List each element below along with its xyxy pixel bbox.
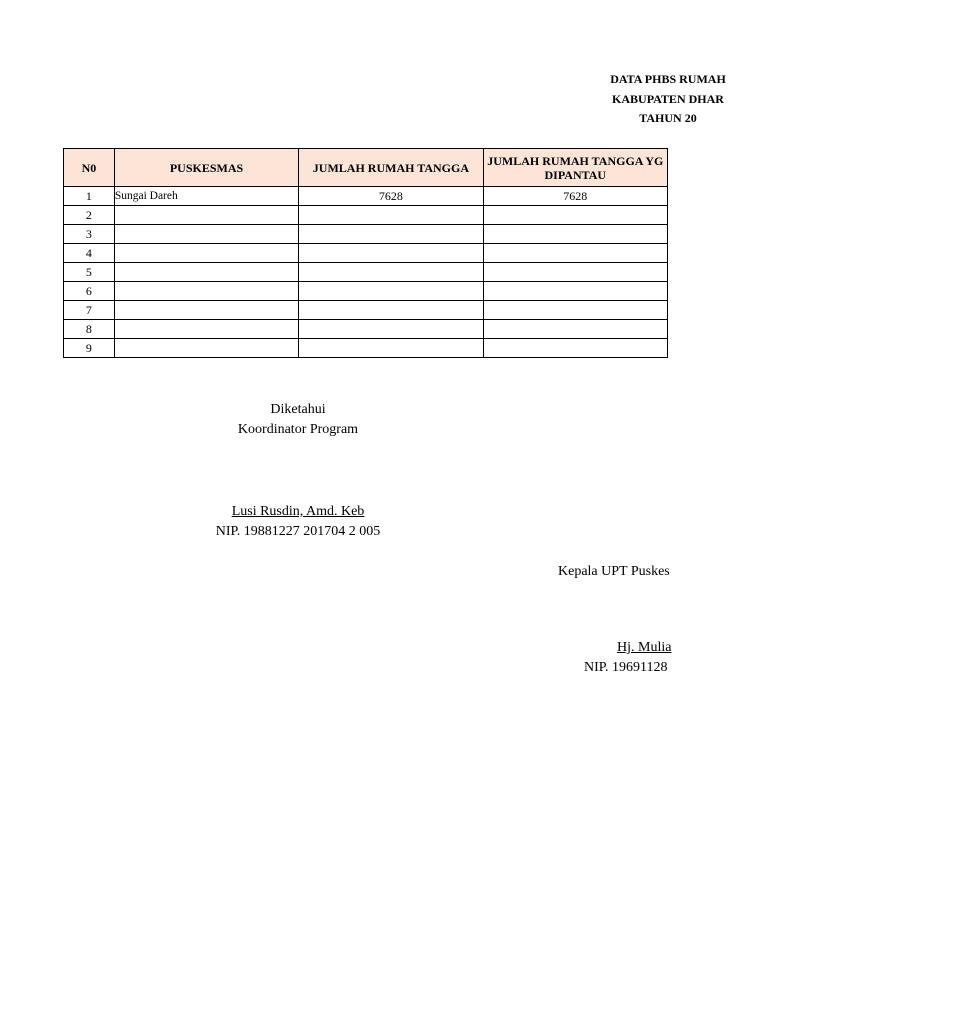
cell-no: 4 [64,244,115,263]
table-row [64,187,668,206]
signature-head-nip: NIP. 19691128 [584,660,668,675]
cell-dipantau [483,206,667,225]
table-body [64,187,668,358]
cell-jumlah [299,320,483,339]
cell-jumlah [299,244,483,263]
cell-puskesmas [114,301,298,320]
table-row [64,244,668,263]
cell-dipantau [483,263,667,282]
column-header-jumlah-rumah-tangga: JUMLAH RUMAH TANGGA [299,149,483,187]
cell-dipantau [483,320,667,339]
cell-jumlah [299,282,483,301]
cell-jumlah [299,301,483,320]
cell-no: 1 [64,187,115,206]
cell-no: 8 [64,320,115,339]
cell-puskesmas [114,320,298,339]
column-header-no: N0 [64,149,115,187]
table-row [64,339,668,358]
cell-jumlah [299,206,483,225]
signature-coordinator-role: Koordinator Program [237,422,359,437]
cell-jumlah [299,225,483,244]
table-row [64,282,668,301]
cell-dipantau [483,225,667,244]
cell-puskesmas [114,339,298,358]
cell-dipantau [483,282,667,301]
table-row [64,206,668,225]
cell-no: 3 [64,225,115,244]
column-header-dipantau: JUMLAH RUMAH TANGGA YG DIPANTAU [483,149,667,187]
cell-puskesmas [114,225,298,244]
cell-puskesmas [114,244,298,263]
report-year: TAHUN 20 [639,111,697,125]
cell-jumlah [299,263,483,282]
signature-head-name: Hj. Mulia [617,640,672,655]
signature-coordinator-nip: NIP. 19881227 201704 2 005 [215,524,381,539]
signature-known-label: Diketahui [270,402,326,417]
table-row [64,320,668,339]
cell-no: 6 [64,282,115,301]
cell-dipantau [483,301,667,320]
cell-puskesmas [114,263,298,282]
cell-dipantau: 7628 [483,187,667,206]
cell-puskesmas: Sungai Dareh [114,187,298,206]
cell-dipantau [483,244,667,263]
cell-dipantau [483,339,667,358]
table-header-row [64,149,668,187]
signature-head-role: Kepala UPT Puskes [558,564,670,579]
column-header-puskesmas: PUSKESMAS [114,149,298,187]
cell-no: 2 [64,206,115,225]
cell-puskesmas [114,282,298,301]
cell-jumlah [299,339,483,358]
report-title: DATA PHBS RUMAH [610,72,726,86]
report-regency: KABUPATEN DHAR [612,92,724,106]
table-row [64,225,668,244]
cell-no: 9 [64,339,115,358]
phbs-table [63,148,668,358]
table-row [64,301,668,320]
cell-puskesmas [114,206,298,225]
cell-jumlah: 7628 [299,187,483,206]
table-row [64,263,668,282]
cell-no: 7 [64,301,115,320]
signature-coordinator-name: Lusi Rusdin, Amd. Keb [231,504,365,519]
cell-no: 5 [64,263,115,282]
